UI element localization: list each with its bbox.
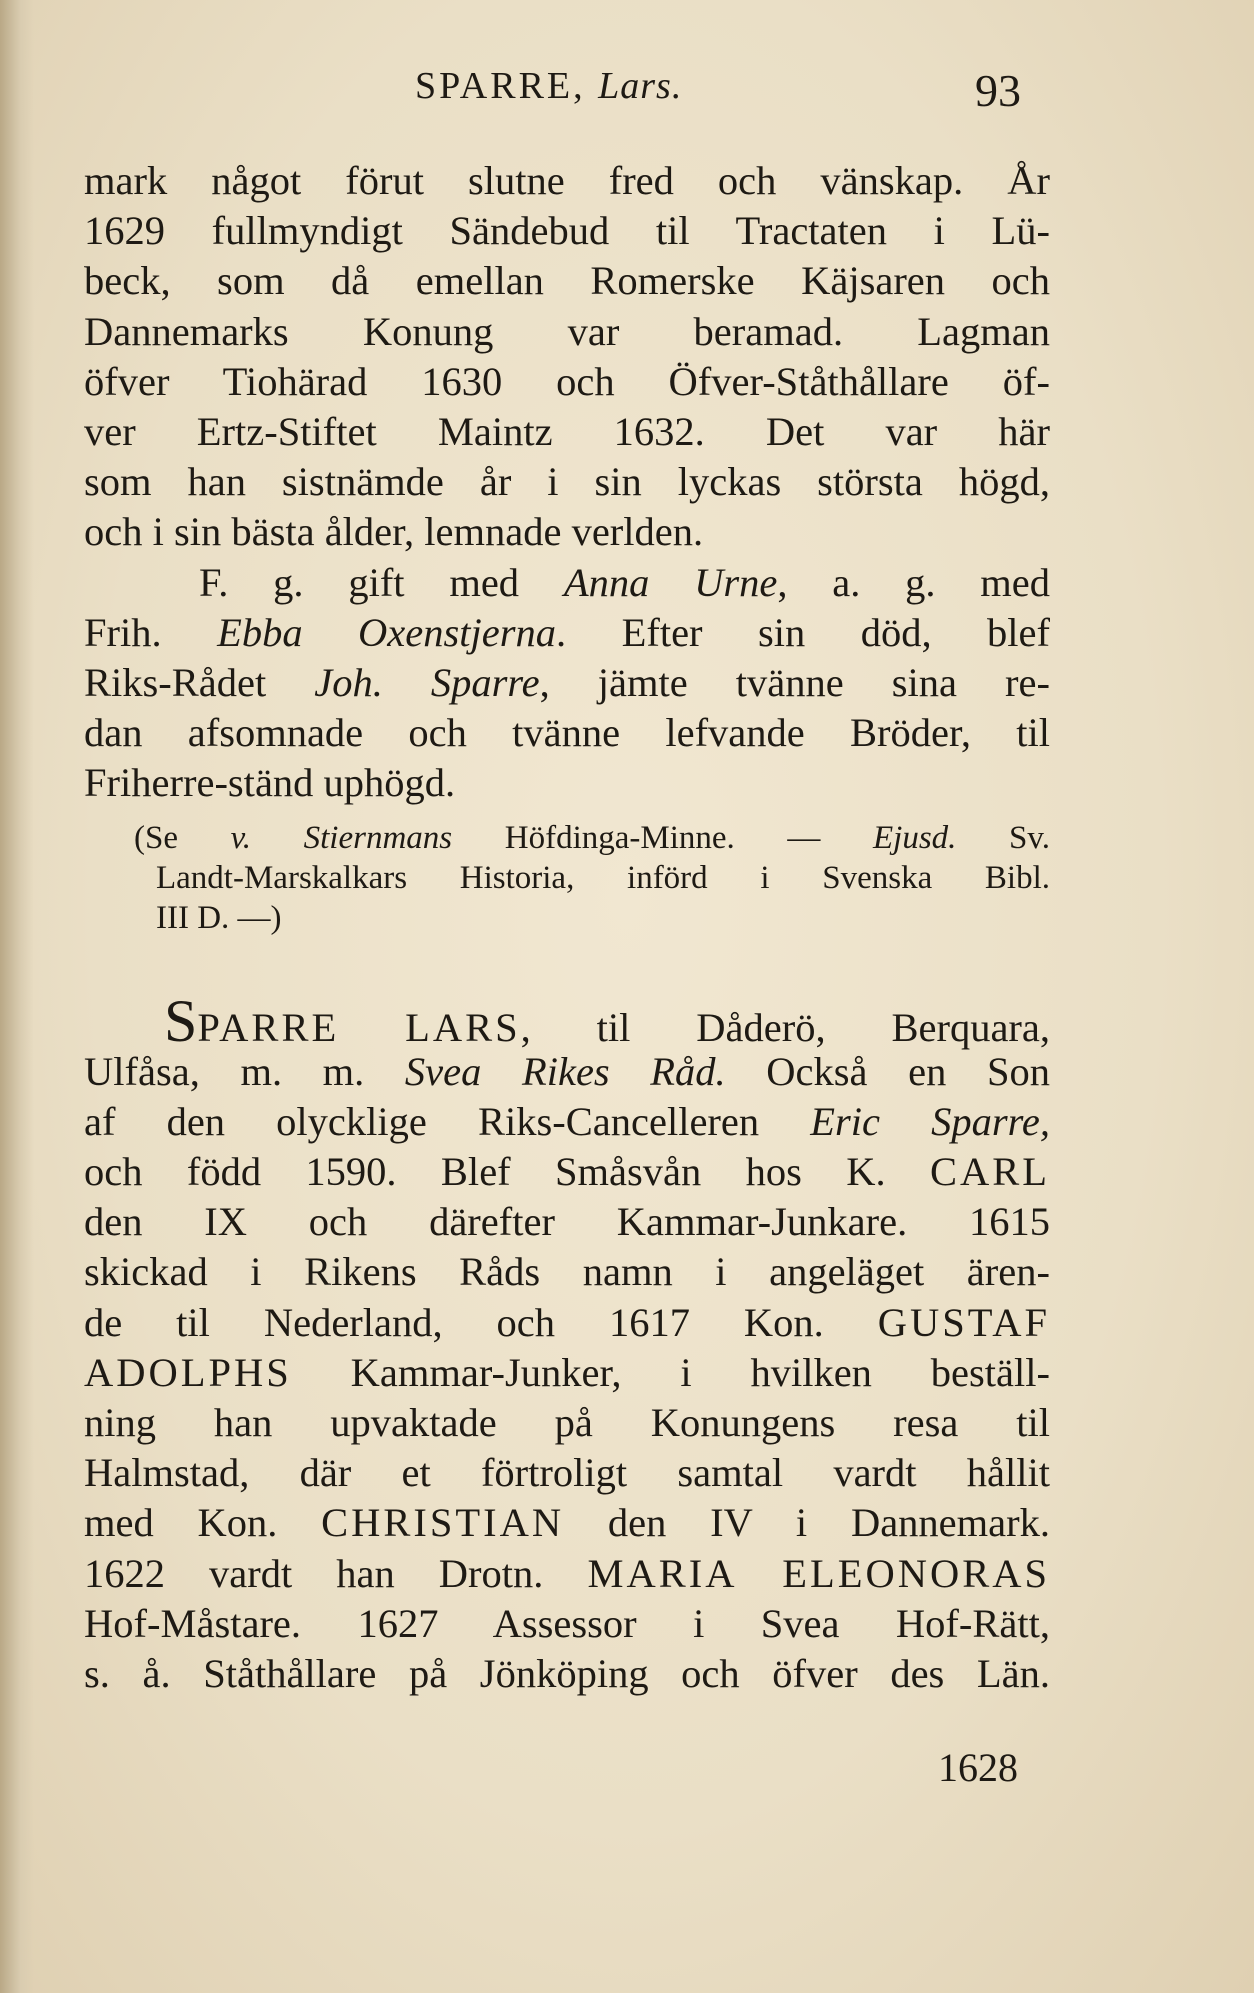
text-line: ning han upvaktade på Konungens resa til	[84, 1399, 1050, 1445]
note-line: (Se v. Stiernmans Höfdinga-Minne. — Ejusd. Sv.	[134, 820, 1050, 857]
body-text	[84, 156, 1050, 1699]
text-line: F. g. gift med Anna Urne, a. g. med	[199, 559, 1050, 605]
text-line: och i sin bästa ålder, lemnade verlden.	[84, 509, 704, 555]
text-line: Ulfåsa, m. m. Svea Rikes Råd. Också en Son	[84, 1048, 1050, 1094]
text-line: öfver Tiohärad 1630 och Öfver-Ståthållare öf-	[84, 358, 1050, 404]
entry-sparre-lars	[84, 988, 1051, 1699]
text-line: med Kon. CHRISTIAN den IV i Dannemark.	[84, 1500, 1050, 1546]
text-line: Riks-Rådet Joh. Sparre, jämte tvänne sina re-	[84, 659, 1050, 705]
text-line: Frih. Ebba Oxenstjerna. Efter sin död, blef	[84, 609, 1051, 655]
text-line: Friherre-ständ uphögd.	[84, 760, 456, 806]
text-line: s. å. Ståthållare på Jönköping och öfver des Län.	[84, 1650, 1050, 1696]
text-line: dan afsomnade och tvänne lefvande Bröder, til	[84, 710, 1050, 756]
text-line: 1629 fullmyndigt Sändebud til Tractaten i Lü-	[84, 208, 1050, 254]
running-head: SPARRE, Lars.	[415, 65, 683, 107]
text-line: som han sistnämde år i sin lyckas största högd,	[84, 459, 1050, 505]
text-line: skickad i Rikens Råds namn i angeläget ären-	[84, 1249, 1050, 1295]
page-header	[0, 64, 1254, 124]
note-line: III D. —)	[156, 900, 282, 937]
text-line: 1622 vardt han Drotn. MARIA ELEONORAS	[84, 1550, 1050, 1596]
text-line: mark något förut slutne fred och vänskap. År	[84, 158, 1050, 203]
note-line: Landt-Marskalkars Historia, införd i Svenska Bibl.	[156, 860, 1050, 897]
page-number: 93	[975, 65, 1021, 116]
source-note	[84, 818, 1050, 938]
entry-heading-line: SPARRE LARS, til Dåderö, Berquara,	[164, 988, 1051, 1055]
text-line: ver Ertz-Stiftet Maintz 1632. Det var här	[84, 408, 1050, 454]
text-line: Dannemarks Konung var beramad. Lagman	[84, 308, 1050, 354]
entry-continued	[84, 156, 1050, 808]
text-line: Hof-Måstare. 1627 Assessor i Svea Hof-Rätt,	[84, 1600, 1050, 1646]
text-line: de til Nederland, och 1617 Kon. GUSTAF	[84, 1299, 1050, 1345]
page-gutter	[0, 0, 34, 1993]
text-line: och född 1590. Blef Småsvån hos K. CARL	[84, 1149, 1050, 1194]
catchword: 1628	[938, 1745, 1018, 1790]
text-line: den IX och därefter Kammar-Junkare. 1615	[84, 1199, 1050, 1245]
text-line: beck, som då emellan Romerske Käjsaren och	[84, 258, 1050, 304]
text-line: ADOLPHS Kammar-Junker, i hvilken beställ-	[84, 1349, 1050, 1395]
text-line: af den olycklige Riks-Cancelleren Eric Sparre,	[84, 1098, 1050, 1144]
text-line: Halmstad, där et förtroligt samtal vardt hållit	[84, 1450, 1050, 1496]
